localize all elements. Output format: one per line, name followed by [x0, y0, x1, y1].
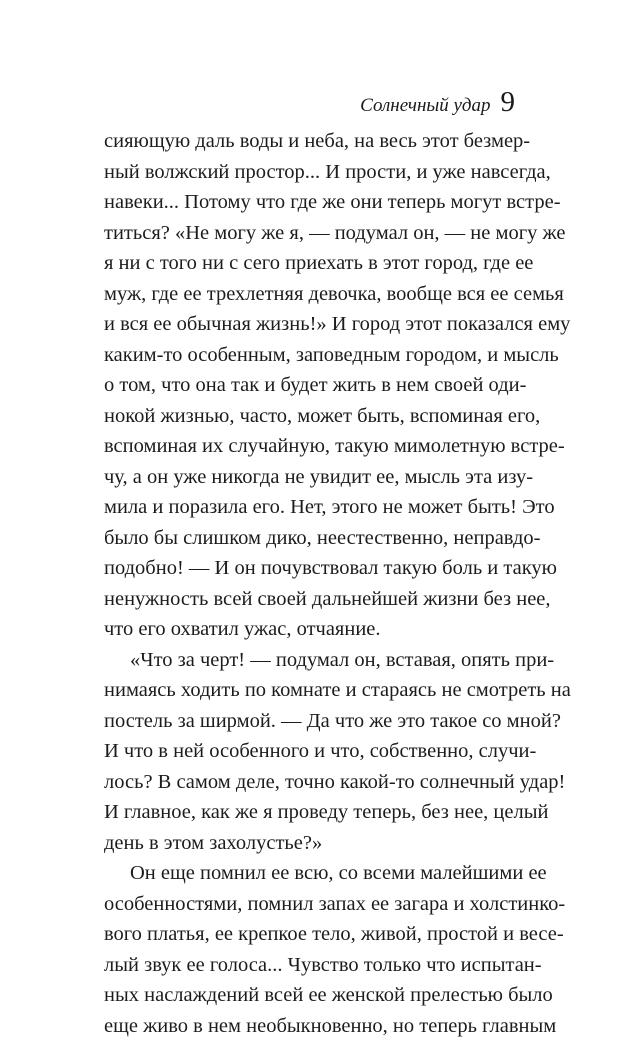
text-line: вого платья, ее крепкое тело, живой, простой и весе-	[104, 919, 517, 950]
text-line: о том, что она так и будет жить в нем своей оди-	[104, 370, 517, 401]
text-line: чу, а он уже никогда не увидит ее, мысль эта изу-	[104, 462, 517, 493]
paragraph	[104, 126, 517, 645]
text-line: ненужность всей своей дальнейшей жизни без нее,	[104, 584, 517, 615]
text-line: сияющую даль воды и неба, на весь этот безмер-	[104, 126, 517, 157]
text-line: муж, где ее трехлетняя девочка, вообще вся ее семья	[104, 279, 517, 310]
page-number: 9	[501, 86, 516, 119]
text-line: ных наслаждений всей ее женской прелестью было	[104, 980, 517, 1011]
text-line: мила и поразила его. Нет, этого не может быть! Это	[104, 492, 517, 523]
text-line: что его охватил ужас, отчаяние.	[104, 614, 517, 645]
paragraph	[104, 645, 517, 859]
text-line: особенностями, помнил запах ее загара и холстинко-	[104, 889, 517, 920]
text-line: лось? В самом деле, точно какой-то солнечный удар!	[104, 767, 517, 798]
text-line: день в этом захолустье?»	[104, 828, 517, 859]
text-line: подобно! — И он почувствовал такую боль и такую	[104, 553, 517, 584]
text-line: я ни с того ни с сего приехать в этот город, где ее	[104, 248, 517, 279]
running-head	[360, 86, 515, 119]
body-text	[104, 126, 517, 1041]
text-line: ный волжский простор... И прости, и уже навсегда,	[104, 157, 517, 188]
text-line: каким-то особенным, заповедным городом, и мысль	[104, 340, 517, 371]
paragraph	[104, 858, 517, 1041]
text-line: и вся ее обычная жизнь!» И город этот показался ему	[104, 309, 517, 340]
text-line: Он еще помнил ее всю, со всеми малейшими ее	[104, 858, 517, 889]
text-line: нокой жизнью, часто, может быть, вспоминая его,	[104, 401, 517, 432]
text-line: еще живо в нем необыкновенно, но теперь главным	[104, 1011, 517, 1041]
running-title: Солнечный удар	[360, 95, 490, 117]
text-line: вспоминая их случайную, такую мимолетную встре-	[104, 431, 517, 462]
text-line: навеки... Потому что где же они теперь могут встре-	[104, 187, 517, 218]
text-line: «Что за черт! — подумал он, вставая, опять при-	[104, 645, 517, 676]
text-line: постель за ширмой. — Да что же это такое со мной?	[104, 706, 517, 737]
text-line: титься? «Не могу же я, — подумал он, — не могу же	[104, 218, 517, 249]
text-line: И главное, как же я проведу теперь, без нее, целый	[104, 797, 517, 828]
text-line: И что в ней особенного и что, собственно, случи-	[104, 736, 517, 767]
text-line: нимаясь ходить по комнате и стараясь не смотреть на	[104, 675, 517, 706]
text-line: было бы слишком дико, неестественно, неправдо-	[104, 523, 517, 554]
text-line: лый звук ее голоса... Чувство только что испытан-	[104, 950, 517, 981]
